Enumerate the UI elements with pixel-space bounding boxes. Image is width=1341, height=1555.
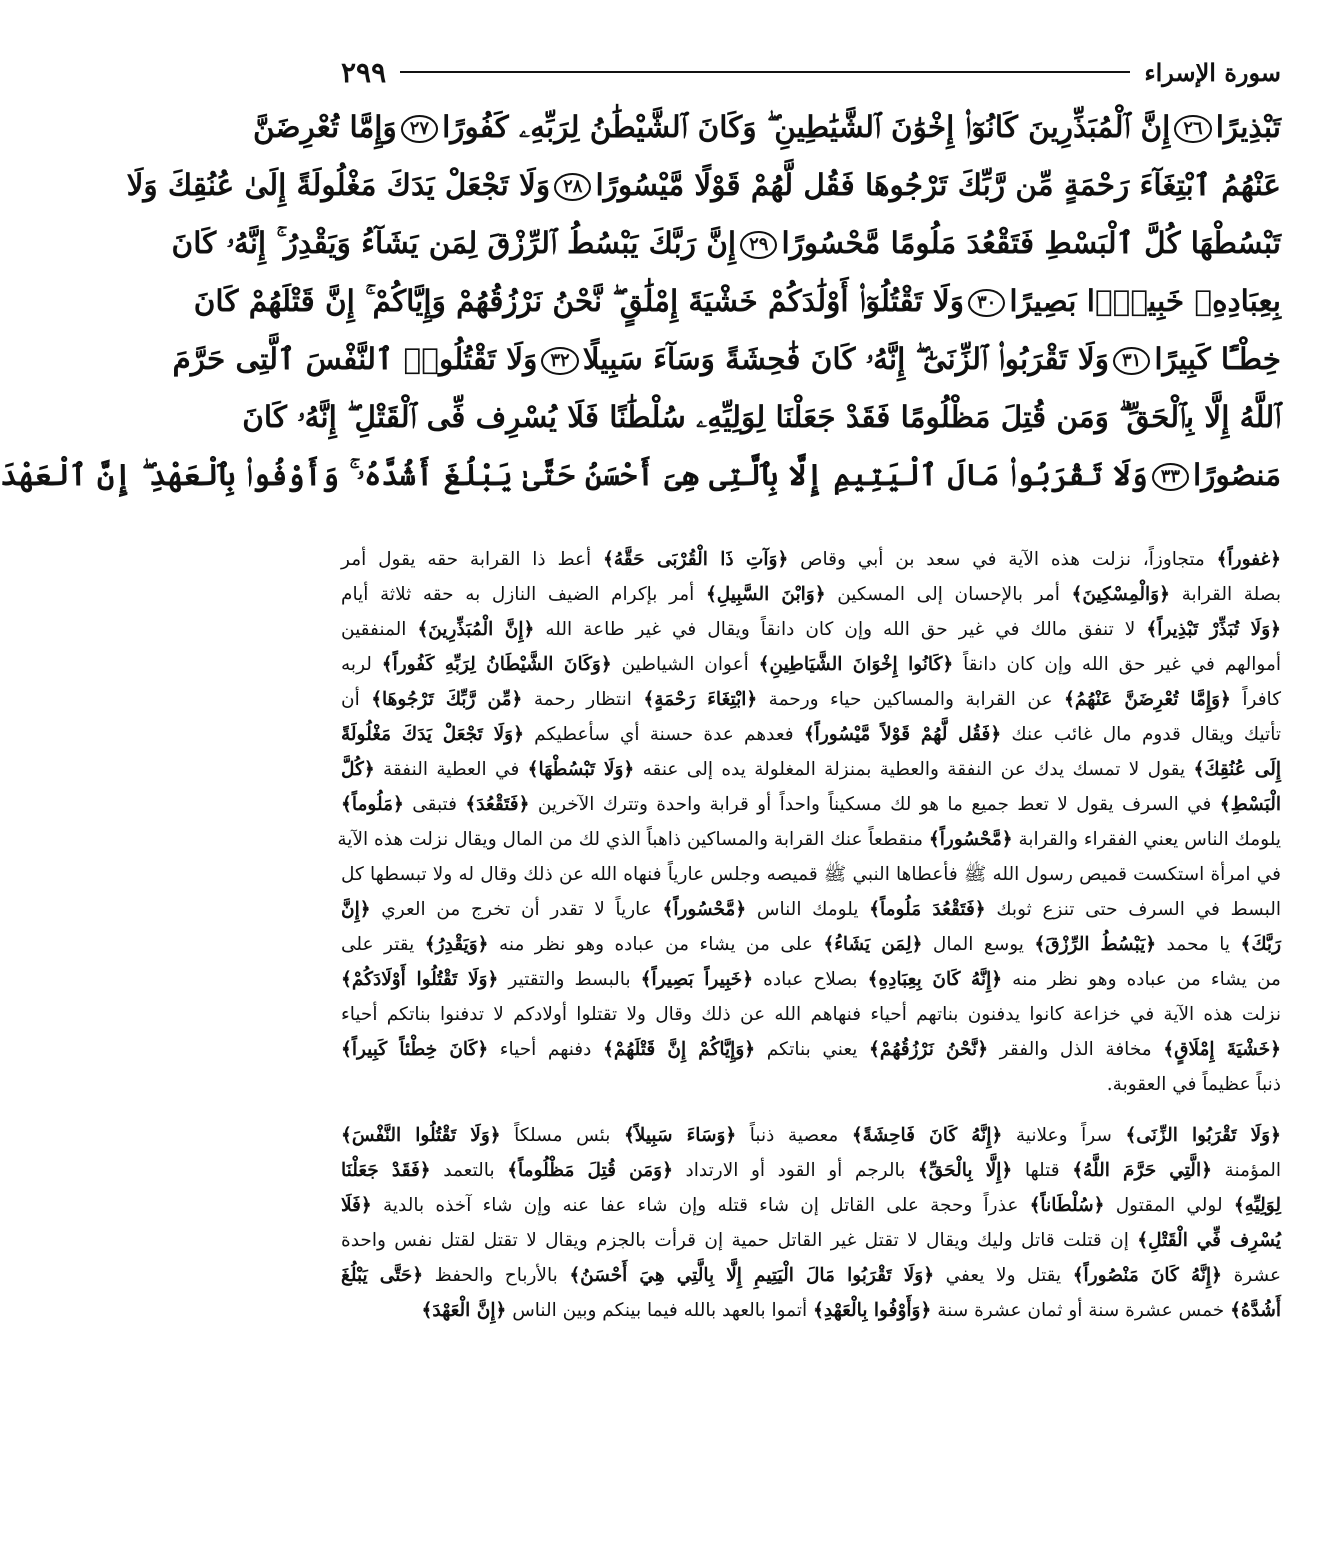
commentary-text: لولي المقتول [1104, 1195, 1234, 1216]
commentary-text: بصلة القرابة [1169, 584, 1281, 605]
commentary-text: بالتعمد [430, 1160, 508, 1181]
ayah-number-marker: ٢٧ [401, 115, 438, 143]
quoted-verse: ﴿سُلْطَاناً﴾ [1029, 1195, 1105, 1216]
quoted-verse: ﴿وَكَانَ الشَّيْطَانُ لِرَبِّهِ كَفُوراً﴾ [381, 654, 612, 675]
quoted-verse: ﴿غفوراً﴾ [1216, 549, 1282, 570]
quoted-verse: ﴿حَتَّى يَبْلُغَ [341, 1265, 424, 1286]
commentary-line [341, 857, 1281, 892]
commentary-line [341, 752, 1281, 787]
commentary-text: يعني بناتكم [755, 1039, 870, 1060]
quoted-verse: ﴿وَإِمَّا تُعْرِضَنَّ عَنْهُمُ﴾ [1063, 689, 1231, 710]
ayah-number-marker: ٢٨ [554, 173, 591, 201]
commentary-text: عن القرابة والمساكين حياء ورحمة [757, 689, 1064, 710]
quoted-verse: ﴿يَبْسُطُ الرِّزْقَ﴾ [1034, 934, 1157, 955]
quoted-verse: لِوَلِيِّهِ﴾ [1233, 1195, 1281, 1216]
quran-line [171, 214, 1281, 272]
ayah-number-marker: ٣١ [1113, 347, 1150, 375]
quoted-verse: ﴿وَلَا تَقْتُلُوا النَّفْسَ﴾ [341, 1125, 501, 1146]
ayah-number-marker: ٢٦ [1174, 115, 1211, 143]
commentary-text: عذراً وحجة على القاتل إن شاء قتله وإن شاء عفا عنه وإن شاء آخذه بالدية [371, 1195, 1030, 1216]
commentary-line [341, 1067, 1281, 1102]
commentary-line [341, 927, 1281, 962]
quoted-verse: ﴿وَآتِ ذَا الْقُرْبَى حَقَّهُ﴾ [603, 549, 789, 570]
quran-verse-text: تَبْسُطْهَا كُلَّ ٱلْبَسْطِ فَتَقْعُدَ مَلُومًا مَّحْسُورًا [781, 225, 1281, 260]
quoted-verse: ﴿وَلَا تَجْعَلْ يَدَكَ مَغْلُولَةً [341, 724, 524, 745]
commentary-text: يقتر على [341, 934, 425, 955]
quoted-verse: ﴿إِنَّ الْمُبَذِّرِينَ﴾ [417, 619, 535, 640]
quoted-verse: ﴿وَابْنَ السَّبِيلِ﴾ [705, 584, 826, 605]
quoted-verse: ﴿كَانُوا إِخْوَانَ الشَّيَاطِينِ﴾ [758, 654, 954, 675]
quoted-verse: يُسْرِف فِّي الْقَتْلِ﴾ [1137, 1230, 1282, 1251]
quoted-verse: ﴿فَتَقْعُدَ مَلُوماً﴾ [869, 899, 986, 920]
commentary-text: بالرجم أو القود أو الارتداد [672, 1160, 918, 1181]
commentary-text: في العطية النفقة [374, 759, 528, 780]
commentary-text: البسط في السرف حتى تنزع ثوبك [985, 899, 1281, 920]
commentary-line [341, 787, 1281, 822]
commentary-text: فتبقى [403, 794, 466, 815]
commentary-text: ذنباً عظيماً في العقوبة. [1106, 1074, 1281, 1095]
quoted-verse: ﴿كُلَّ [341, 759, 375, 780]
quoted-verse: ﴿وَلَا تَبْسُطْهَا﴾ [527, 759, 635, 780]
commentary-line [341, 997, 1281, 1032]
quran-verse-text: مَنصُورًا [1193, 457, 1281, 492]
commentary-text: متجاوزاً، نزلت هذه الآية في سعد بن أبي وقاص [788, 549, 1217, 570]
quran-line [172, 330, 1281, 388]
paragraph-gap [341, 1102, 1281, 1118]
commentary-text: بئس مسلكاً [500, 1125, 624, 1146]
quoted-verse: ﴿وَلَا تَقْرَبُوا الزِّنَى﴾ [1125, 1125, 1281, 1146]
quoted-verse: ﴿خَشْيَةَ إِمْلَاقٍ﴾ [1163, 1039, 1282, 1060]
tafsir-commentary [337, 542, 1282, 1328]
commentary-text: المنفقين [341, 619, 418, 640]
commentary-text: أمر بالإحسان إلى المسكين [825, 584, 1072, 605]
commentary-text: يلومك الناس يعني الفقراء والقرابة [1012, 829, 1281, 850]
quran-verse-text: بِعِبَادِهِۦ خَبِيرًۢا بَصِيرًا [1009, 283, 1281, 318]
commentary-line [341, 1153, 1281, 1188]
quran-text-block [0, 98, 1281, 504]
commentary-line [341, 962, 1281, 997]
header-divider [400, 71, 1130, 73]
quoted-verse: ﴿مَّحْسُوراً﴾ [662, 899, 747, 920]
quoted-verse: ﴿مَّحْسُوراً﴾ [928, 829, 1013, 850]
commentary-text: المؤمنة [1211, 1160, 1281, 1181]
quoted-verse: ﴿مِّن رَّبِّكَ تَرْجُوهَا﴾ [371, 689, 523, 710]
quran-verse-text: وَلَا تَقْتُلُوا۟ ٱلنَّفْسَ ٱلَّتِى حَرَّمَ [172, 341, 538, 376]
quoted-verse: ﴿وَلَا تَقْتُلُوا أَوْلَادَكُمْ﴾ [341, 969, 499, 990]
quoted-verse: ﴿إِنَّ [341, 899, 371, 920]
quoted-verse: ﴿وَالْمِسْكِينَ﴾ [1071, 584, 1170, 605]
commentary-text: دفنهم أحياء [488, 1039, 603, 1060]
commentary-text: على من يشاء من عباده وهو نظر منه [488, 934, 824, 955]
quoted-verse: ﴿وَأَوْفُوا بِالْعَهْدِ﴾ [813, 1300, 932, 1321]
commentary-text: منقطعاً عنك القرابة والمساكين ذاهباً الذي لك من المال ويقال نزلت هذه الآية [337, 829, 929, 850]
commentary-text: أن [341, 689, 372, 710]
commentary-line [341, 682, 1281, 717]
commentary-text: في السرف يقول لا تعط جميع ما هو لك مسكيناً واحداً أو قرابة واحدة وتترك الآخرين [529, 794, 1220, 815]
commentary-text: أمر بإكرام الضيف النازل به حقه ثلاثة أيام [341, 584, 706, 605]
quran-verse-text: إِنَّ رَبَّكَ يَبْسُطُ ٱلرِّزْقَ لِمَن يَشَآءُ وَيَقْدِرُ ۚ إِنَّهُۥ كَانَ [171, 225, 737, 260]
quran-verse-text: عَنْهُمُ ٱبْتِغَآءَ رَحْمَةٍ مِّن رَّبِّكَ تَرْجُوهَا فَقُل لَّهُمْ قَوْلًا مَّيْسُورًا [595, 167, 1281, 202]
commentary-line [341, 612, 1281, 647]
commentary-text: بصلاح عباده [753, 969, 868, 990]
commentary-text: في امرأة استكست قميص رسول الله ﷺ فأعطاها النبي ﷺ قميصه وجلس عارياً فنهاه الله عن ذلك وقال له ولا تبسطها كل [341, 864, 1281, 885]
commentary-line [341, 647, 1281, 682]
commentary-text: قتلها [1012, 1160, 1073, 1181]
quoted-verse: ﴿مَلُوماً﴾ [341, 794, 404, 815]
quoted-verse: ﴿فَتَقْعُدَ﴾ [465, 794, 530, 815]
commentary-text: أعط ذا القرابة حقه يقول أمر [341, 549, 604, 570]
quoted-verse: رَبَّكَ﴾ [1240, 934, 1281, 955]
quran-verse-text: وَإِمَّا تُعْرِضَنَّ [252, 109, 397, 144]
quran-line [193, 272, 1281, 330]
ayah-number-marker: ٢٩ [740, 231, 777, 259]
commentary-text: كافراً [1230, 689, 1281, 710]
quran-line [242, 388, 1281, 446]
quoted-verse: ﴿وَإِيَّاكُمْ إِنَّ قَتْلَهُمْ﴾ [603, 1039, 756, 1060]
quoted-verse: ﴿وَسَاءَ سَبِيلاً﴾ [623, 1125, 737, 1146]
commentary-text: عشرة [1222, 1265, 1282, 1286]
commentary-line [337, 822, 1281, 857]
commentary-text: أعوان الشياطين [611, 654, 759, 675]
quran-line [252, 98, 1281, 156]
commentary-text: إن قتلت قاتل وليك ويقال لا تقتل غير القاتل حمية إن قرأت بالجزم ويقال لا تقتل لقتل نفس واحدة [341, 1230, 1138, 1251]
commentary-text: يلومك الناس [746, 899, 870, 920]
quoted-verse: ﴿فَقُل لَّهُمْ قَوْلاً مَّيْسُوراً﴾ [803, 724, 1002, 745]
ayah-number-marker: ٣٣ [1152, 463, 1189, 491]
commentary-text: يا محمد [1156, 934, 1241, 955]
commentary-text: لربه [341, 654, 382, 675]
commentary-text: خمس عشرة سنة أو ثمان عشرة سنة [931, 1300, 1231, 1321]
quran-line [0, 446, 1281, 504]
quoted-verse: ﴿نَّحْنُ نَرْزُقُهُمْ﴾ [869, 1039, 989, 1060]
quran-verse-text: وَلَا تَقْرَبُوا۟ ٱلزِّنَىٰٓ ۖ إِنَّهُۥ كَانَ فَٰحِشَةً وَسَآءَ سَبِيلًا [582, 341, 1109, 376]
commentary-line [341, 1032, 1281, 1067]
quran-verse-text: ٱللَّهُ إِلَّا بِٱلْحَقِّ ۗ وَمَن قُتِلَ مَظْلُومًا فَقَدْ جَعَلْنَا لِوَلِيِّهِۦ سُلْطَٰنًا فَلَا يُسْرِف فِّى ٱلْقَتْلِ ۖ إِنَّهُۥ كَانَ [242, 399, 1281, 434]
commentary-text: معصية ذنباً [736, 1125, 852, 1146]
surah-title: سورة الإسراء [1144, 57, 1281, 87]
quoted-verse: ﴿وَيَقْدِرُ﴾ [424, 934, 489, 955]
commentary-text: يقتل ولا يعفي [934, 1265, 1073, 1286]
quoted-verse: ﴿الَّتِي حَرَّمَ اللَّهُ﴾ [1072, 1160, 1212, 1181]
commentary-text: انتظار رحمة [522, 689, 644, 710]
quoted-verse: ﴿إِنَّ الْعَهْدَ﴾ [421, 1300, 507, 1321]
quoted-verse: ﴿وَلَا تُبَذِّرْ تَبْذِيراً﴾ [1146, 619, 1281, 640]
quran-line [126, 156, 1281, 214]
commentary-line [341, 1118, 1281, 1153]
commentary-text: سراً وعلانية [1002, 1125, 1126, 1146]
quoted-verse: ﴿إِنَّهُ كَانَ بِعِبَادِهِ﴾ [867, 969, 1003, 990]
commentary-text: بالبسط والتقتير [498, 969, 641, 990]
commentary-text: أتموا بالعهد بالله فيما بينكم وبين الناس [506, 1300, 814, 1321]
commentary-text: من يشاء من عباده وهو نظر منه [1002, 969, 1281, 990]
quoted-verse: ﴿لِمَن يَشَاءُ﴾ [823, 934, 923, 955]
commentary-line [341, 717, 1281, 752]
quoted-verse: ﴿كَانَ خِطْئاً كَبِيراً﴾ [341, 1039, 489, 1060]
page-number: ٢٩٩ [341, 55, 387, 89]
quoted-verse: ﴿خَبِيراً بَصِيراً﴾ [640, 969, 754, 990]
commentary-line [341, 1293, 1281, 1328]
quoted-verse: ﴿ابْتِغَاءَ رَحْمَةٍ﴾ [643, 689, 758, 710]
commentary-text: بالأرباح والحفظ [423, 1265, 570, 1286]
quran-verse-text: وَلَا تَقْتُلُوٓا۟ أَوْلَٰدَكُمْ خَشْيَةَ إِمْلَٰقٍ ۖ نَّحْنُ نَرْزُقُهُمْ وَإِيَّاكُمْ ۚ إِنَّ قَتْلَهُمْ كَانَ [193, 283, 964, 318]
commentary-text: يقول لا تمسك يدك عن النفقة والعطية بمنزلة المغلولة يده إلى عنقه [634, 759, 1194, 780]
quoted-verse: ﴿إِلَّا بِالْحَقِّ﴾ [917, 1160, 1013, 1181]
quoted-verse: ﴿وَمَن قُتِلَ مَظْلُوماً﴾ [507, 1160, 673, 1181]
commentary-line [341, 1188, 1281, 1223]
commentary-text: نزلت هذه الآية في خزاعة كانوا يدفنون بناتهم أحياء فنهاهم الله عن ذلك وقال ولا تقتلوا أولادكم لا تدفنوا بناتكم أحياء [341, 1004, 1281, 1025]
ayah-number-marker: ٣٢ [541, 347, 578, 375]
quoted-verse: ﴿فَلَا [341, 1195, 372, 1216]
quoted-verse: ﴿وَلَا تَقْرَبُوا مَالَ الْيَتِيمِ إِلَّا بِالَّتِي هِيَ أَحْسَنُ﴾ [569, 1265, 935, 1286]
page-header [341, 52, 1281, 92]
quoted-verse: ﴿فَقَدْ جَعَلْنَا [341, 1160, 431, 1181]
commentary-line [341, 892, 1281, 927]
quoted-verse: أَشُدَّهُ﴾ [1230, 1300, 1281, 1321]
commentary-line [341, 577, 1281, 612]
commentary-line [341, 542, 1281, 577]
commentary-line [341, 1258, 1281, 1293]
quran-verse-text: وَلَا تَقْرَبُوا۟ مَالَ ٱلْيَتِيمِ إِلَّا بِٱلَّتِى هِىَ أَحْسَنُ حَتَّىٰ يَبْلُغَ أَشُدَّهُۥ ۚ وَأَوْفُوا۟ بِٱلْعَهْدِ ۖ إِنَّ ٱلْعَهْدَ [0, 457, 1148, 492]
commentary-line [341, 1223, 1281, 1258]
quran-verse-text: خِطْـًٔا كَبِيرًا [1154, 341, 1281, 376]
commentary-text: أموالهم في غير حق الله وإن كان دانقاً [953, 654, 1281, 675]
quran-verse-text: إِنَّ ٱلْمُبَذِّرِينَ كَانُوٓا۟ إِخْوَٰنَ ٱلشَّيَٰطِينِ ۖ وَكَانَ ٱلشَّيْطَٰنُ لِرَبِّهِۦ كَفُورًا [442, 109, 1171, 144]
quran-verse-text: وَلَا تَجْعَلْ يَدَكَ مَغْلُولَةً إِلَىٰ عُنُقِكَ وَلَا [126, 167, 551, 202]
commentary-text: لا تنفق مالك في غير حق الله وإن كان دانقاً ويقال في غير طاعة الله [534, 619, 1147, 640]
quoted-verse: ﴿إِنَّهُ كَانَ مَنْصُوراً﴾ [1072, 1265, 1223, 1286]
quoted-verse: الْبَسْطِ﴾ [1219, 794, 1281, 815]
commentary-text: تأتيك ويقال قدوم مال غائب عنك [1001, 724, 1281, 745]
ayah-number-marker: ٣٠ [968, 289, 1005, 317]
quoted-verse: ﴿إِنَّهُ كَانَ فَاحِشَةً﴾ [851, 1125, 1003, 1146]
quran-verse-text: تَبْذِيرًا [1215, 109, 1281, 144]
quoted-verse: إِلَى عُنُقِكَ﴾ [1193, 759, 1281, 780]
commentary-text: يوسع المال [922, 934, 1035, 955]
commentary-text: فعدهم عدة حسنة أي سأعطيكم [523, 724, 804, 745]
commentary-text: مخافة الذل والفقر [988, 1039, 1164, 1060]
commentary-text: عارياً لا تقدر أن تخرج من العري [370, 899, 663, 920]
